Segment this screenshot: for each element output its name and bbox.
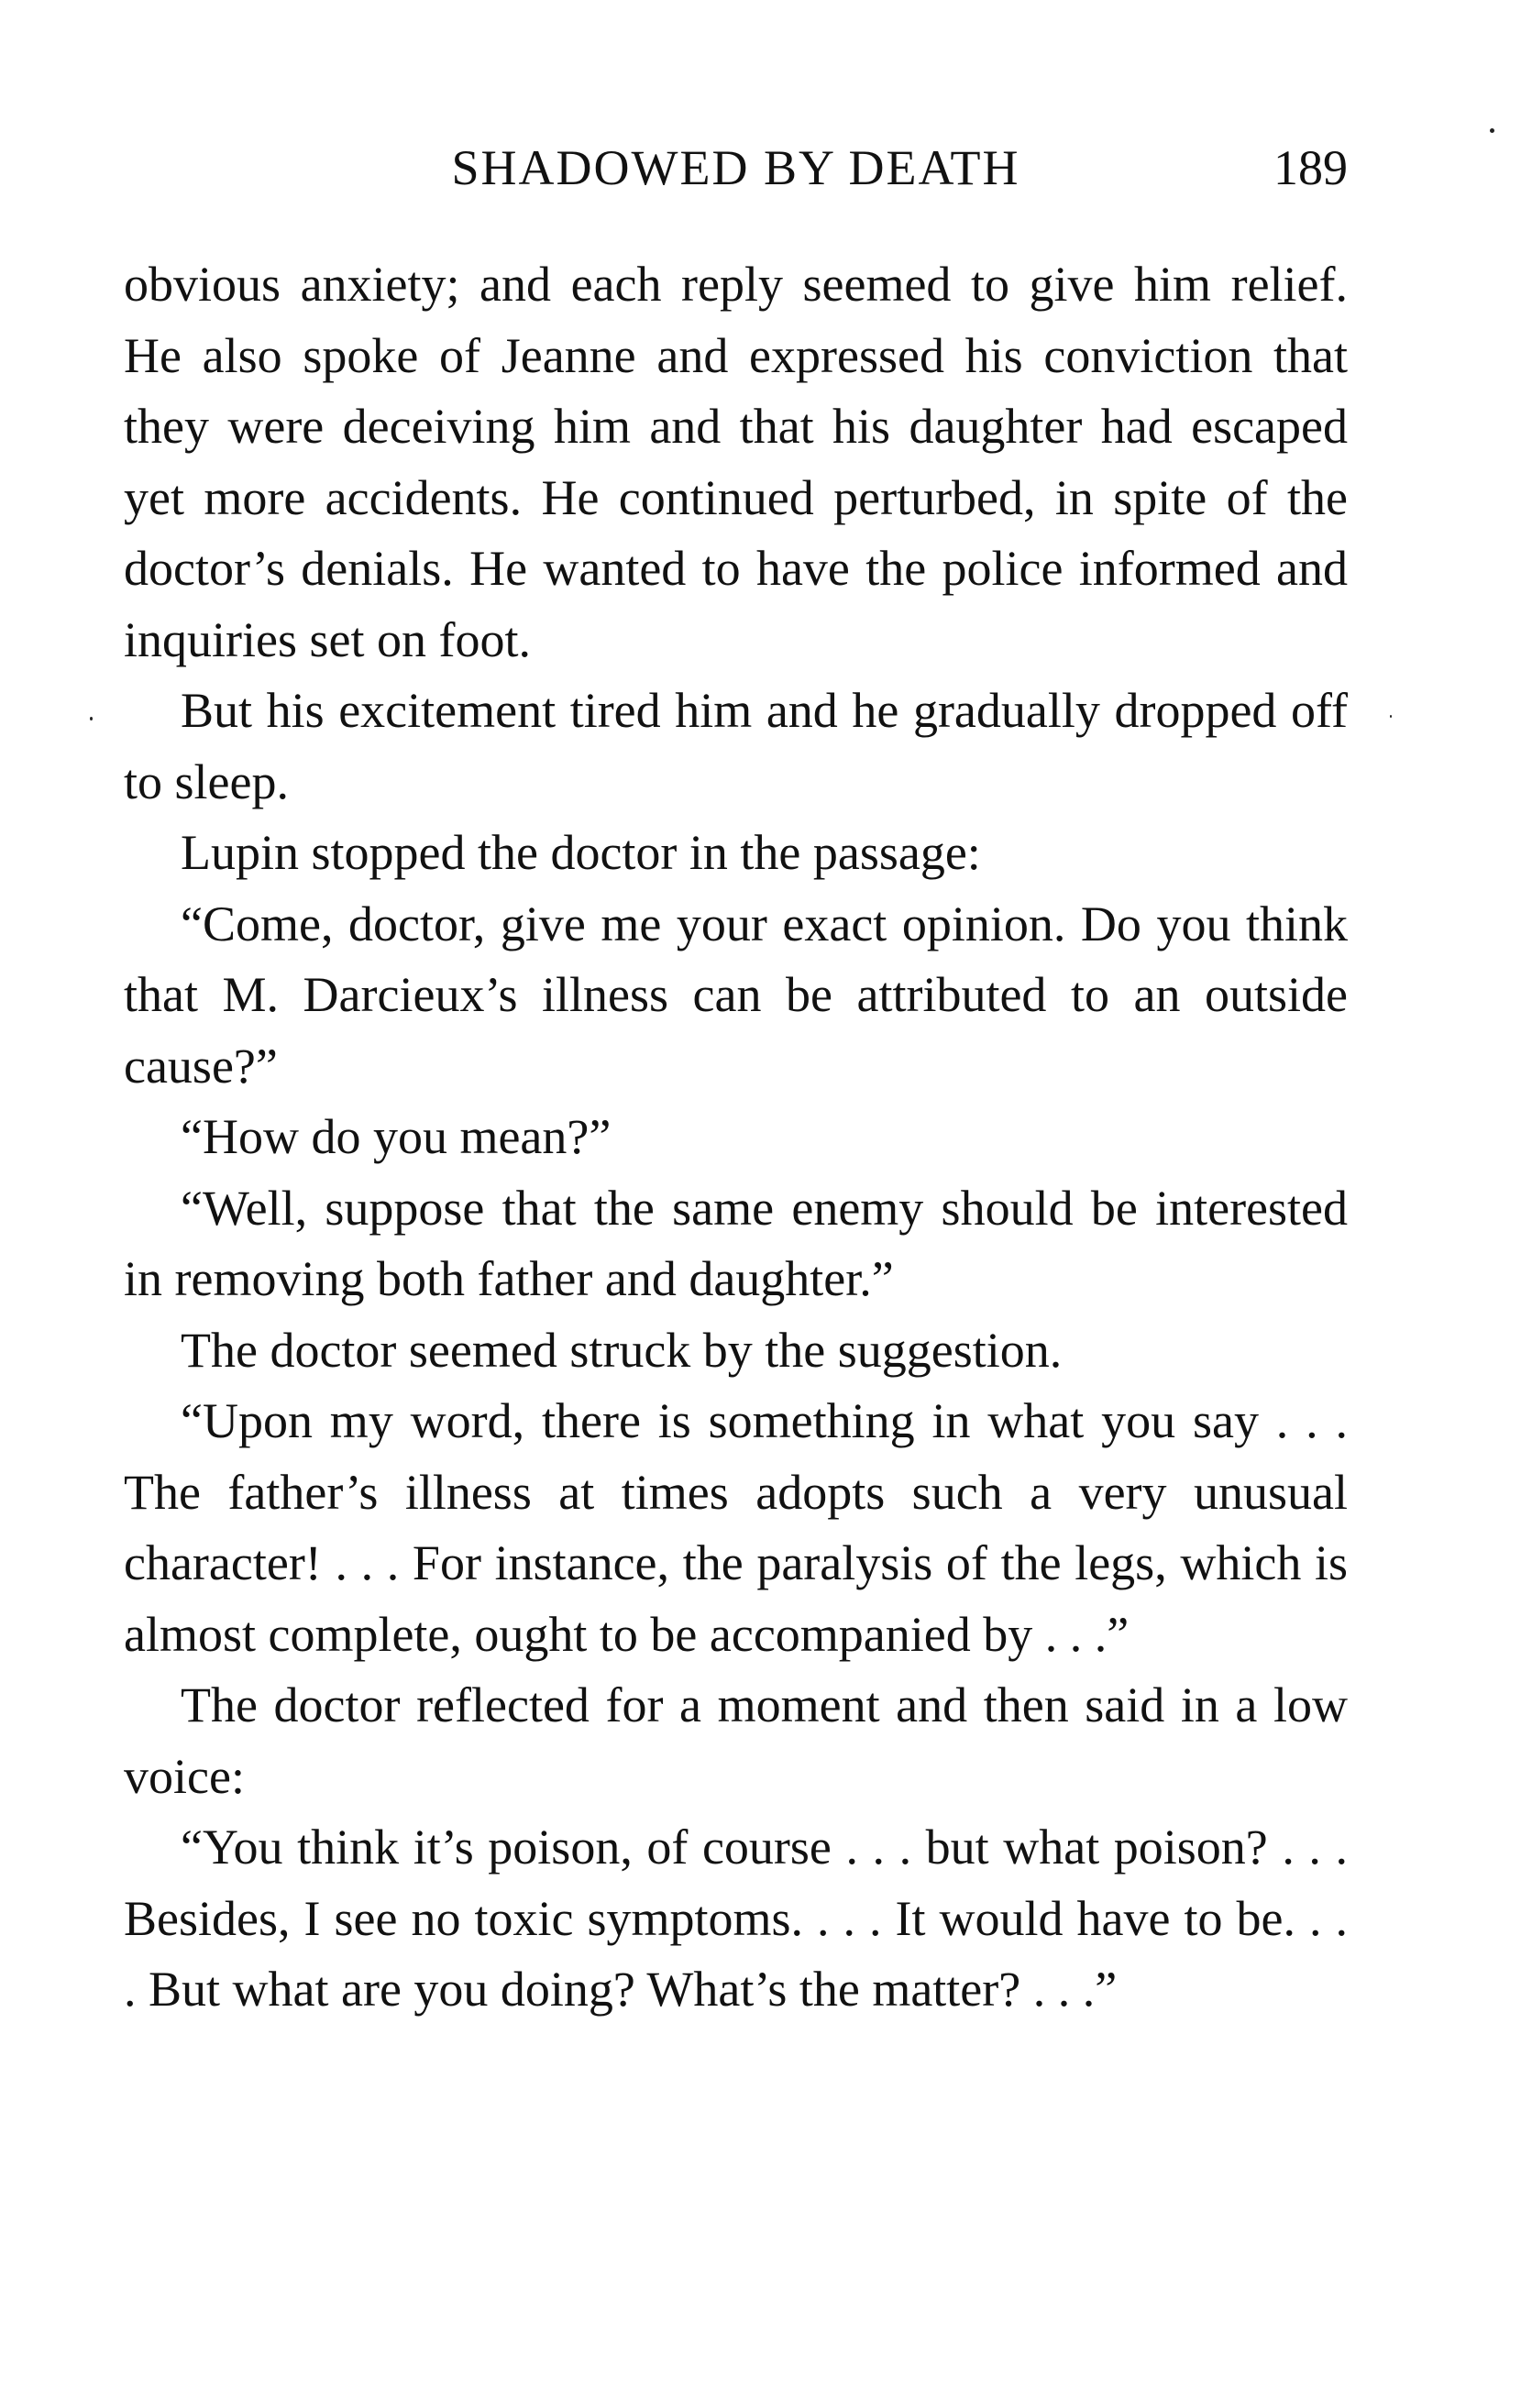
scan-speck	[1390, 715, 1392, 718]
paragraph: “Well, suppose that the same enemy should be interested in removing both father and daughter.”	[124, 1180, 1348, 1306]
paragraph: But his excitement tired him and he gradually dropped off to sleep.	[124, 683, 1348, 809]
paragraph: The doctor reflected for a moment and then said in a low voice:	[124, 1677, 1348, 1804]
scan-speck	[1490, 128, 1494, 133]
paragraph: The doctor seemed struck by the suggestion.	[181, 1322, 1063, 1378]
running-head: SHADOWED BY DEATH	[451, 140, 1020, 195]
paragraph: “Come, doctor, give me your exact opinion. Do you think that M. Darcieux’s illness can be attributed to an outside cause?”	[124, 896, 1348, 1094]
paragraph: “Upon my word, there is something in what you say . . . The father’s illness at times adopts such a very unusual character! . . . For instance, the paralysis of the legs, which is almost complete, ought to be accompanied by . . .”	[124, 1393, 1348, 1662]
body-text	[124, 249, 1348, 2026]
paragraph: “How do you mean?”	[181, 1109, 612, 1164]
paragraph-continued: obvious anxiety; and each reply seemed to give him relief. He also spoke of Jeanne and expressed his conviction that they were deceiving him and that his daughter had escaped yet more accidents. He continued perturbed, in spite of the doctor’s denials. He wanted to have the police informed and inquiries set on foot.	[124, 257, 1348, 667]
page-number: 189	[1273, 140, 1348, 195]
page-header	[124, 136, 1348, 200]
paragraph: “You think it’s poison, of course . . . but what poison? . . . Besides, I see no toxic symptoms. . . . It would have to be. . . . But what are you doing? What’s the matter? . . .”	[124, 1820, 1348, 2017]
scan-speck	[90, 717, 93, 720]
paragraph: Lupin stopped the doctor in the passage:	[181, 825, 981, 880]
